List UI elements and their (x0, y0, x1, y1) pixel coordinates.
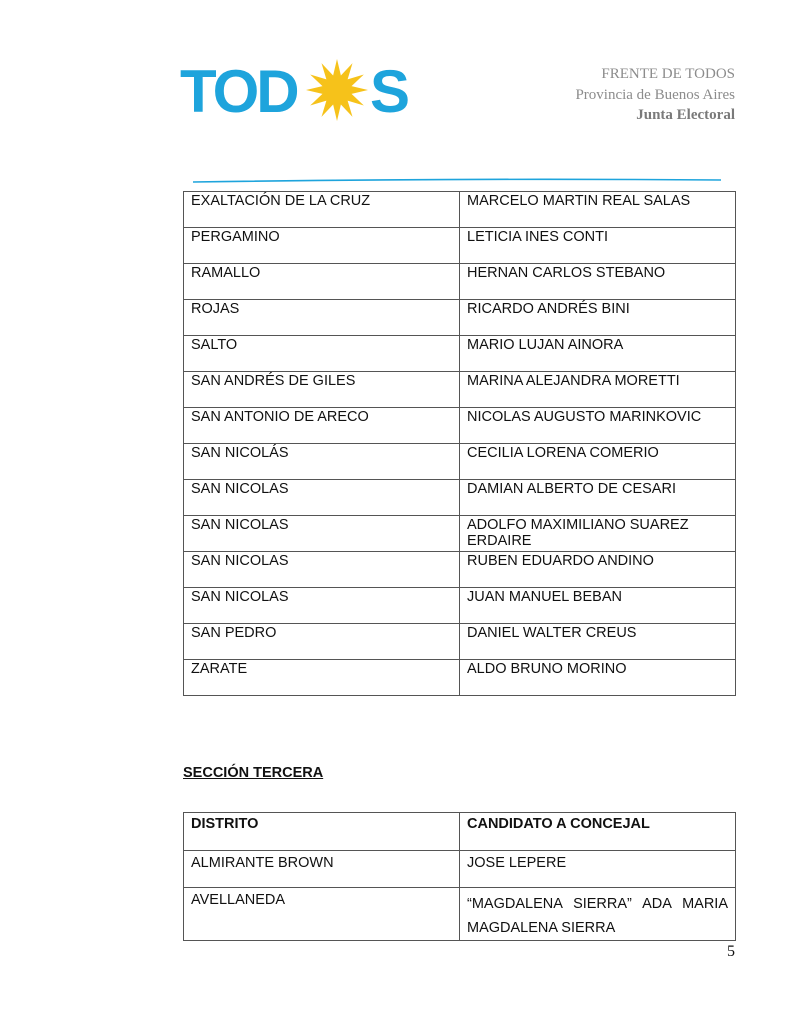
candidate-cell: CECILIA LORENA COMERIO (460, 444, 736, 480)
table-row (184, 624, 736, 660)
district-cell: SALTO (184, 336, 460, 372)
candidate-cell: JOSE LEPERE (460, 851, 736, 888)
section-tercera-table (183, 812, 736, 941)
table-row (184, 480, 736, 516)
header-organization (575, 64, 735, 126)
table-row (184, 228, 736, 264)
todos-logo (180, 56, 410, 124)
district-cell: AVELLANEDA (184, 888, 460, 941)
header-line-3: Junta Electoral (636, 107, 735, 123)
header-line-2: Provincia de Buenos Aires (575, 86, 735, 103)
header-district: DISTRITO (184, 813, 460, 851)
page-number: 5 (727, 943, 735, 960)
candidate-cell: “MAGDALENA SIERRA” ADA MARIA MAGDALENA SIERRA (460, 888, 736, 941)
table-row (184, 660, 736, 696)
candidate-cell: HERNAN CARLOS STEBANO (460, 264, 736, 300)
candidate-cell: NICOLAS AUGUSTO MARINKOVIC (460, 408, 736, 444)
district-cell: ROJAS (184, 300, 460, 336)
table-row (184, 588, 736, 624)
candidate-cell: MARCELO MARTIN REAL SALAS (460, 192, 736, 228)
table-row (184, 264, 736, 300)
candidates-table-body (184, 192, 736, 696)
header-divider (193, 177, 721, 185)
candidate-cell: RICARDO ANDRÉS BINI (460, 300, 736, 336)
candidates-table-continued (183, 191, 736, 696)
logo-text-s: S (370, 58, 410, 124)
table-row (184, 444, 736, 480)
sun-icon (306, 59, 368, 121)
candidate-cell: JUAN MANUEL BEBAN (460, 588, 736, 624)
table-row (184, 336, 736, 372)
table-row (184, 516, 736, 552)
district-cell: ZARATE (184, 660, 460, 696)
district-cell: SAN PEDRO (184, 624, 460, 660)
table-header-row (184, 813, 736, 851)
table-row (184, 300, 736, 336)
candidate-cell: ALDO BRUNO MORINO (460, 660, 736, 696)
district-cell: SAN NICOLAS (184, 588, 460, 624)
table-row (184, 851, 736, 888)
candidate-cell: DANIEL WALTER CREUS (460, 624, 736, 660)
candidate-cell: DAMIAN ALBERTO DE CESARI (460, 480, 736, 516)
district-cell: PERGAMINO (184, 228, 460, 264)
header-candidate: CANDIDATO A CONCEJAL (460, 813, 736, 851)
district-cell: EXALTACIÓN DE LA CRUZ (184, 192, 460, 228)
district-cell: SAN ANTONIO DE ARECO (184, 408, 460, 444)
district-cell: SAN NICOLAS (184, 552, 460, 588)
table-row (184, 552, 736, 588)
table-row (184, 408, 736, 444)
district-cell: RAMALLO (184, 264, 460, 300)
header-line-1: FRENTE DE TODOS (601, 66, 735, 82)
district-cell: SAN NICOLAS (184, 516, 460, 552)
district-cell: SAN NICOLÁS (184, 444, 460, 480)
district-cell: SAN ANDRÉS DE GILES (184, 372, 460, 408)
candidate-cell: ADOLFO MAXIMILIANO SUAREZ ERDAIRE (460, 516, 736, 552)
table-row (184, 192, 736, 228)
table-row (184, 888, 736, 941)
table-row (184, 372, 736, 408)
logo-text-tod: TOD (180, 58, 297, 124)
candidate-cell: LETICIA INES CONTI (460, 228, 736, 264)
district-cell: ALMIRANTE BROWN (184, 851, 460, 888)
section-title: SECCIÓN TERCERA (183, 765, 324, 781)
district-cell: SAN NICOLAS (184, 480, 460, 516)
candidate-cell: RUBEN EDUARDO ANDINO (460, 552, 736, 588)
candidate-cell: MARINA ALEJANDRA MORETTI (460, 372, 736, 408)
candidate-cell: MARIO LUJAN AINORA (460, 336, 736, 372)
